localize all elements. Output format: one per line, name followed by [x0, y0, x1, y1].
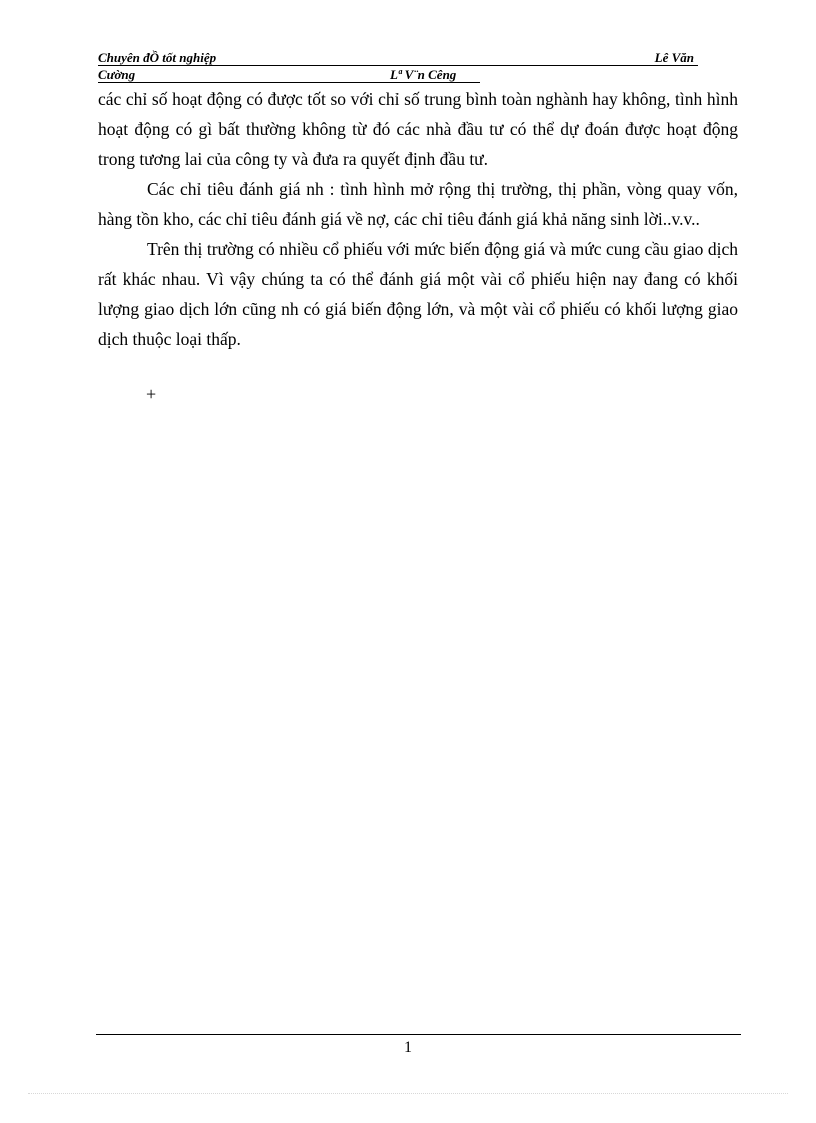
page-bottom-dotted-border [28, 1093, 788, 1094]
footer-rule [96, 1034, 741, 1035]
page-header [98, 50, 698, 84]
header-underline-2 [98, 82, 480, 83]
document-body [98, 84, 738, 354]
paragraph-3: Trên thị trường có nhiều cổ phiếu với mức biến động giá và mức cung cầu giao dịch rất khác nhau. Vì vậy chúng ta có thể đánh giá một vài cổ phiếu hiện nay đang có khối lượng giao dịch lớn cũng nh có giá biến động lớn, và một vài cổ phiếu có khối lượng giao dịch thuộc loại thấp. [98, 239, 738, 349]
header-row-1 [98, 50, 698, 67]
page-number: 1 [404, 1039, 412, 1056]
header-author-last: Cường [98, 67, 136, 82]
bullet-plus-mark: + [146, 384, 157, 404]
paragraph-2: Các chỉ tiêu đánh giá nh : tình hình mở rộng thị trường, thị phần, vòng quay vốn, hàng tồn kho, các chỉ tiêu đánh giá về nợ, các chỉ tiêu đánh giá khả năng sinh lời..v.v.. [98, 179, 738, 229]
header-author-legacy: Lª V¨n Cêng [390, 67, 457, 82]
header-underline-1 [98, 65, 698, 66]
header-row-2 [98, 67, 698, 84]
paragraph-1: các chỉ số hoạt động có được tốt so với chỉ số trung bình toàn nghành hay không, tình hình hoạt động có gì bất thường không từ đó các nhà đầu tư có thể dự đoán được hoạt động trong tương lai của công ty và đưa ra quyết định đầu tư. [98, 89, 738, 169]
header-author-first: Lê Văn [654, 50, 694, 65]
header-title: Chuyên đỒ tốt nghiệp [98, 50, 217, 65]
